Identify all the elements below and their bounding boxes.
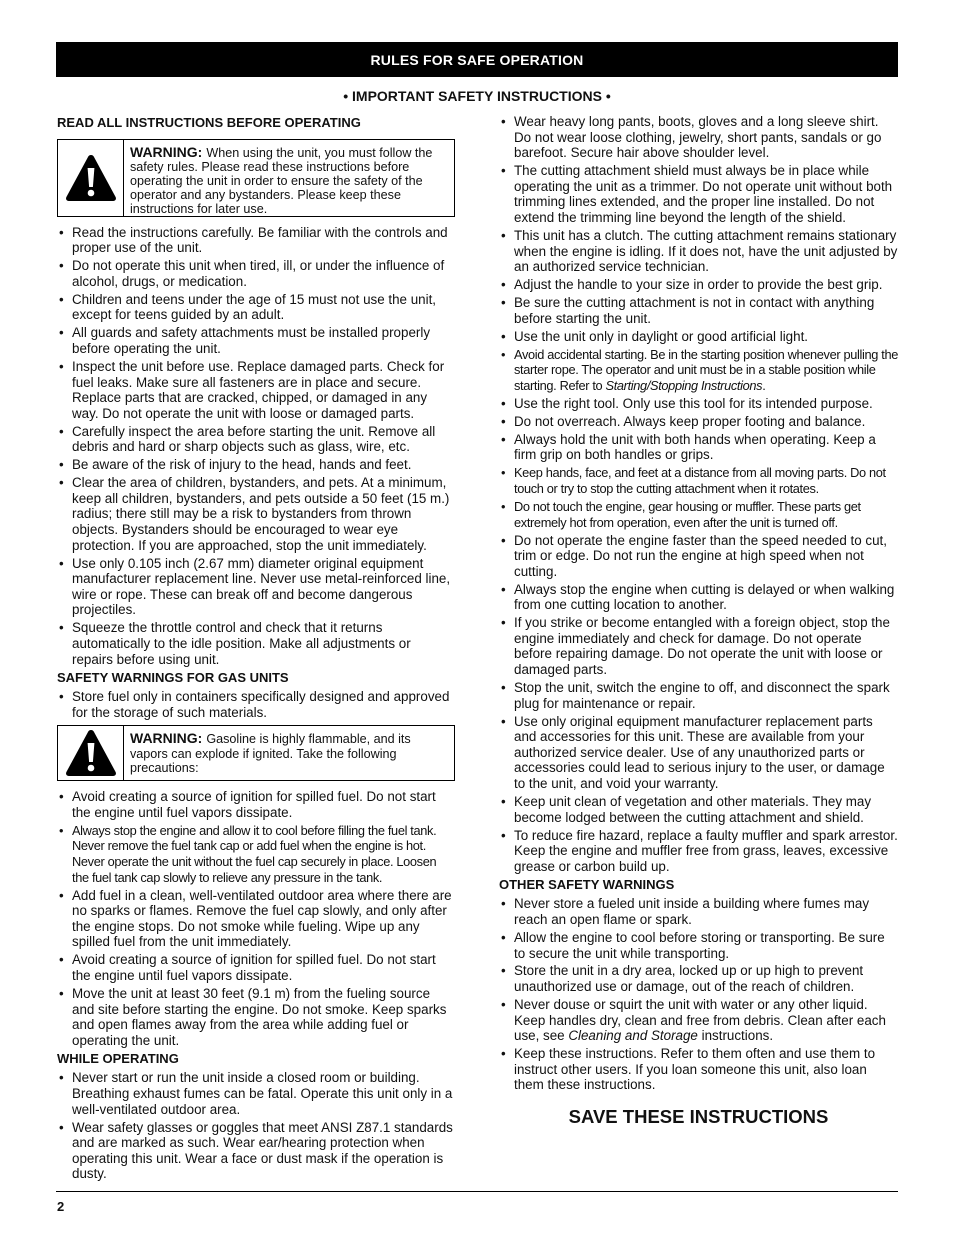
list-item: • Do not operate this unit when tired, ill, or under the influence of alcohol, drugs, or medication.: [57, 258, 455, 289]
gas-storage-list: [57, 689, 455, 720]
warning-text: When using the unit, you must follow the safety rules. Please read these instructions before operating the unit in order to ensure the safety of the operator and any bystanders. Please keep these instructions for later use.: [130, 145, 433, 217]
list-item: • To reduce fire hazard, replace a faulty muffler and spark arrestor. Keep the engine and muffler free from grass, leaves, excessive grease or carbon build up.: [499, 828, 898, 875]
list-item: • Add fuel in a clean, well-ventilated outdoor area where there are no sparks or flames. Remove the fuel cap slowly, and only after the engine stops. Do not smoke while fueling. Wipe up any spilled fuel from the unit immediately.: [57, 888, 455, 950]
list-item: • Wear safety glasses or goggles that meet ANSI Z87.1 standards and are marked as such. Wear ear/hearing protection when operating this unit. Wear a face or dust mask if the operation is dusty.: [57, 1120, 455, 1182]
list-item: • Children and teens under the age of 15 must not use the unit, except for teens guided by an adult.: [57, 292, 455, 323]
save-instructions-heading: SAVE THESE INSTRUCTIONS: [568, 1106, 829, 1128]
list-item: • Always hold the unit with both hands when operating. Keep a firm grip on both handles or grips.: [499, 432, 898, 463]
operating-safety-list: [499, 114, 898, 874]
list-item: • All guards and safety attachments must be installed properly before operating the unit.: [57, 325, 455, 356]
while-operating-list: [57, 1070, 455, 1182]
list-item: • Avoid accidental starting. Be in the starting position whenever pulling the starter rope. The operator and unit must be in a stable position while starting. Refer to Starting/Stopping Instructions.: [499, 347, 898, 394]
general-safety-list: [57, 225, 455, 668]
list-item: • Wear heavy long pants, boots, gloves and a long sleeve shirt. Do not wear loose clothing, jewelry, short pants, sandals or go barefoot. Secure hair above shoulder level.: [499, 114, 898, 161]
list-item: • Avoid creating a source of ignition for spilled fuel. Do not start the engine until fuel vapors dissipate.: [57, 789, 455, 820]
warning-box-gasoline: [57, 725, 455, 781]
footer-rule: [56, 1191, 898, 1192]
list-item: • The cutting attachment shield must always be in place while operating the unit as a trimmer. Do not operate unit without both trimming lines extended, and the proper line installed. Do not extend the trimming line beyond the length of the shield.: [499, 163, 898, 225]
list-item: • Keep unit clean of vegetation and other materials. They may become lodged between the cutting attachment and shield.: [499, 794, 898, 825]
list-item: • Be aware of the risk of injury to the head, hands and feet.: [57, 457, 455, 473]
list-item: • Do not overreach. Always keep proper footing and balance.: [499, 414, 898, 430]
fuel-precautions-list: [57, 789, 455, 1048]
warning-label: WARNING:: [130, 143, 203, 160]
warning-label: WARNING:: [130, 730, 203, 747]
warning-triangle-icon: [64, 728, 118, 778]
list-item: • Squeeze the throttle control and check that it returns automatically to the idle position. Make all adjustments or repairs before using unit.: [57, 620, 455, 667]
list-item: • Store fuel only in containers specifically designed and approved for the storage of such materials.: [57, 689, 455, 720]
warning-box-general: [57, 139, 455, 217]
warning-triangle-icon: [64, 153, 118, 203]
list-item: • Always stop the engine when cutting is delayed or when walking from one cutting location to another.: [499, 582, 898, 613]
important-safety-subtitle: • IMPORTANT SAFETY INSTRUCTIONS •: [343, 88, 611, 104]
list-item: • Never store a fueled unit inside a building where fumes may reach an open flame or spark.: [499, 896, 898, 927]
starting-instructions-reference: Starting/Stopping Instructions: [605, 377, 763, 393]
heading-gas-units: SAFETY WARNINGS FOR GAS UNITS: [57, 669, 289, 685]
list-item: • Be sure the cutting attachment is not in contact with anything before starting the unit.: [499, 295, 898, 326]
list-item: • Keep hands, face, and feet at a distance from all moving parts. Do not touch or try to stop the cutting attachment when it rotates.: [499, 465, 898, 496]
list-item: • Always stop the engine and allow it to cool before filling the fuel tank. Never remove the fuel tank cap or add fuel when the engine is hot. Never operate the unit without the fuel cap securely in place. Loosen the fuel tank cap slowly to relieve any pressure in the tank.: [57, 823, 455, 885]
list-item: • Inspect the unit before use. Replace damaged parts. Check for fuel leaks. Make sure all fasteners are in place and secure. Replace parts that are cracked, chipped, or damaged in any way. Do not operate the unit with loose or damaged parts.: [57, 359, 455, 421]
list-item: • Never start or run the unit inside a closed room or building. Breathing exhaust fumes can be fatal. Operate this unit only in a well-ventilated outdoor area.: [57, 1070, 455, 1117]
heading-other-warnings: OTHER SAFETY WARNINGS: [499, 876, 675, 892]
section-banner: RULES FOR SAFE OPERATION: [56, 42, 898, 77]
list-item: • Use only 0.105 inch (2.67 mm) diameter original equipment manufacturer replacement line. Never use metal-reinforced line, wire or rope. These can break off and become dangerous projectiles.: [57, 556, 455, 618]
list-item: • Use the unit only in daylight or good artificial light.: [499, 329, 898, 345]
list-item: • Stop the unit, switch the engine to off, and disconnect the spark plug for maintenance or repair.: [499, 680, 898, 711]
other-warnings-list: [499, 896, 898, 1093]
list-item: • Do not operate the engine faster than the speed needed to cut, trim or edge. Do not run the engine at high speed when not cutting.: [499, 533, 898, 580]
list-item: • Move the unit at least 30 feet (9.1 m) from the fueling source and site before starting the engine. Do not smoke. Keep sparks and open flames away from the area while adding fuel or operating the unit.: [57, 986, 455, 1048]
list-item: • Never douse or squirt the unit with water or any other liquid. Keep handles dry, clean and free from debris. Clean after each use, see Cleaning and Storage instructions.: [499, 997, 898, 1044]
list-item: • This unit has a clutch. The cutting attachment remains stationary when the engine is idling. If it does not, have the unit adjusted by an authorized service technician.: [499, 228, 898, 275]
list-item: • Use the right tool. Only use this tool for its intended purpose.: [499, 396, 898, 412]
page-number: 2: [57, 1199, 65, 1214]
right-column: [499, 114, 898, 1128]
list-item: • Carefully inspect the area before starting the unit. Remove all debris and hard or sharp objects such as glass, wire, etc.: [57, 424, 455, 455]
list-item: • Keep these instructions. Refer to them often and use them to instruct other users. If you loan someone this unit, also loan them these instructions.: [499, 1046, 898, 1093]
left-column: [57, 112, 455, 1184]
cleaning-storage-reference: Cleaning and Storage: [568, 1028, 698, 1044]
list-item: • Adjust the handle to your size in order to provide the best grip.: [499, 277, 898, 293]
list-item: • Allow the engine to cool before storing or transporting. Be sure to secure the unit while transporting.: [499, 930, 898, 961]
list-item: • Clear the area of children, bystanders, and pets. At a minimum, keep all children, bystanders, and pets outside a 50 feet (15 m.) radius; there still may be a risk to bystanders from thrown objects. Bystanders should be encouraged to wear eye protection. If you are approached, stop the unit immediately.: [57, 475, 455, 553]
warning-text: Gasoline is highly flammable, and its vapors can explode if ignited. Take the following precautions:: [130, 732, 411, 775]
heading-while-operating: WHILE OPERATING: [57, 1050, 179, 1066]
list-item: • Use only original equipment manufacturer replacement parts and accessories for this unit. These are available from your authorized service dealer. Use of any unauthorized parts or accessories could lead to serious injury to the user, or damage to the unit, and void your warranty.: [499, 714, 898, 792]
list-item: • Read the instructions carefully. Be familiar with the controls and proper use of the unit.: [57, 225, 455, 256]
list-item: • If you strike or become entangled with a foreign object, stop the engine immediately and check for damage. Do not operate before repairing damage. Do not operate the unit with loose or damaged parts.: [499, 615, 898, 677]
list-item: • Do not touch the engine, gear housing or muffler. These parts get extremely hot from operation, even after the unit is turned off.: [499, 499, 898, 530]
list-item: • Avoid creating a source of ignition for spilled fuel. Do not start the engine until fuel vapors dissipate.: [57, 952, 455, 983]
list-item: • Store the unit in a dry area, locked up or up high to prevent unauthorized use or damage, out of the reach of children.: [499, 963, 898, 994]
heading-read-instructions: READ ALL INSTRUCTIONS BEFORE OPERATING: [57, 115, 361, 130]
